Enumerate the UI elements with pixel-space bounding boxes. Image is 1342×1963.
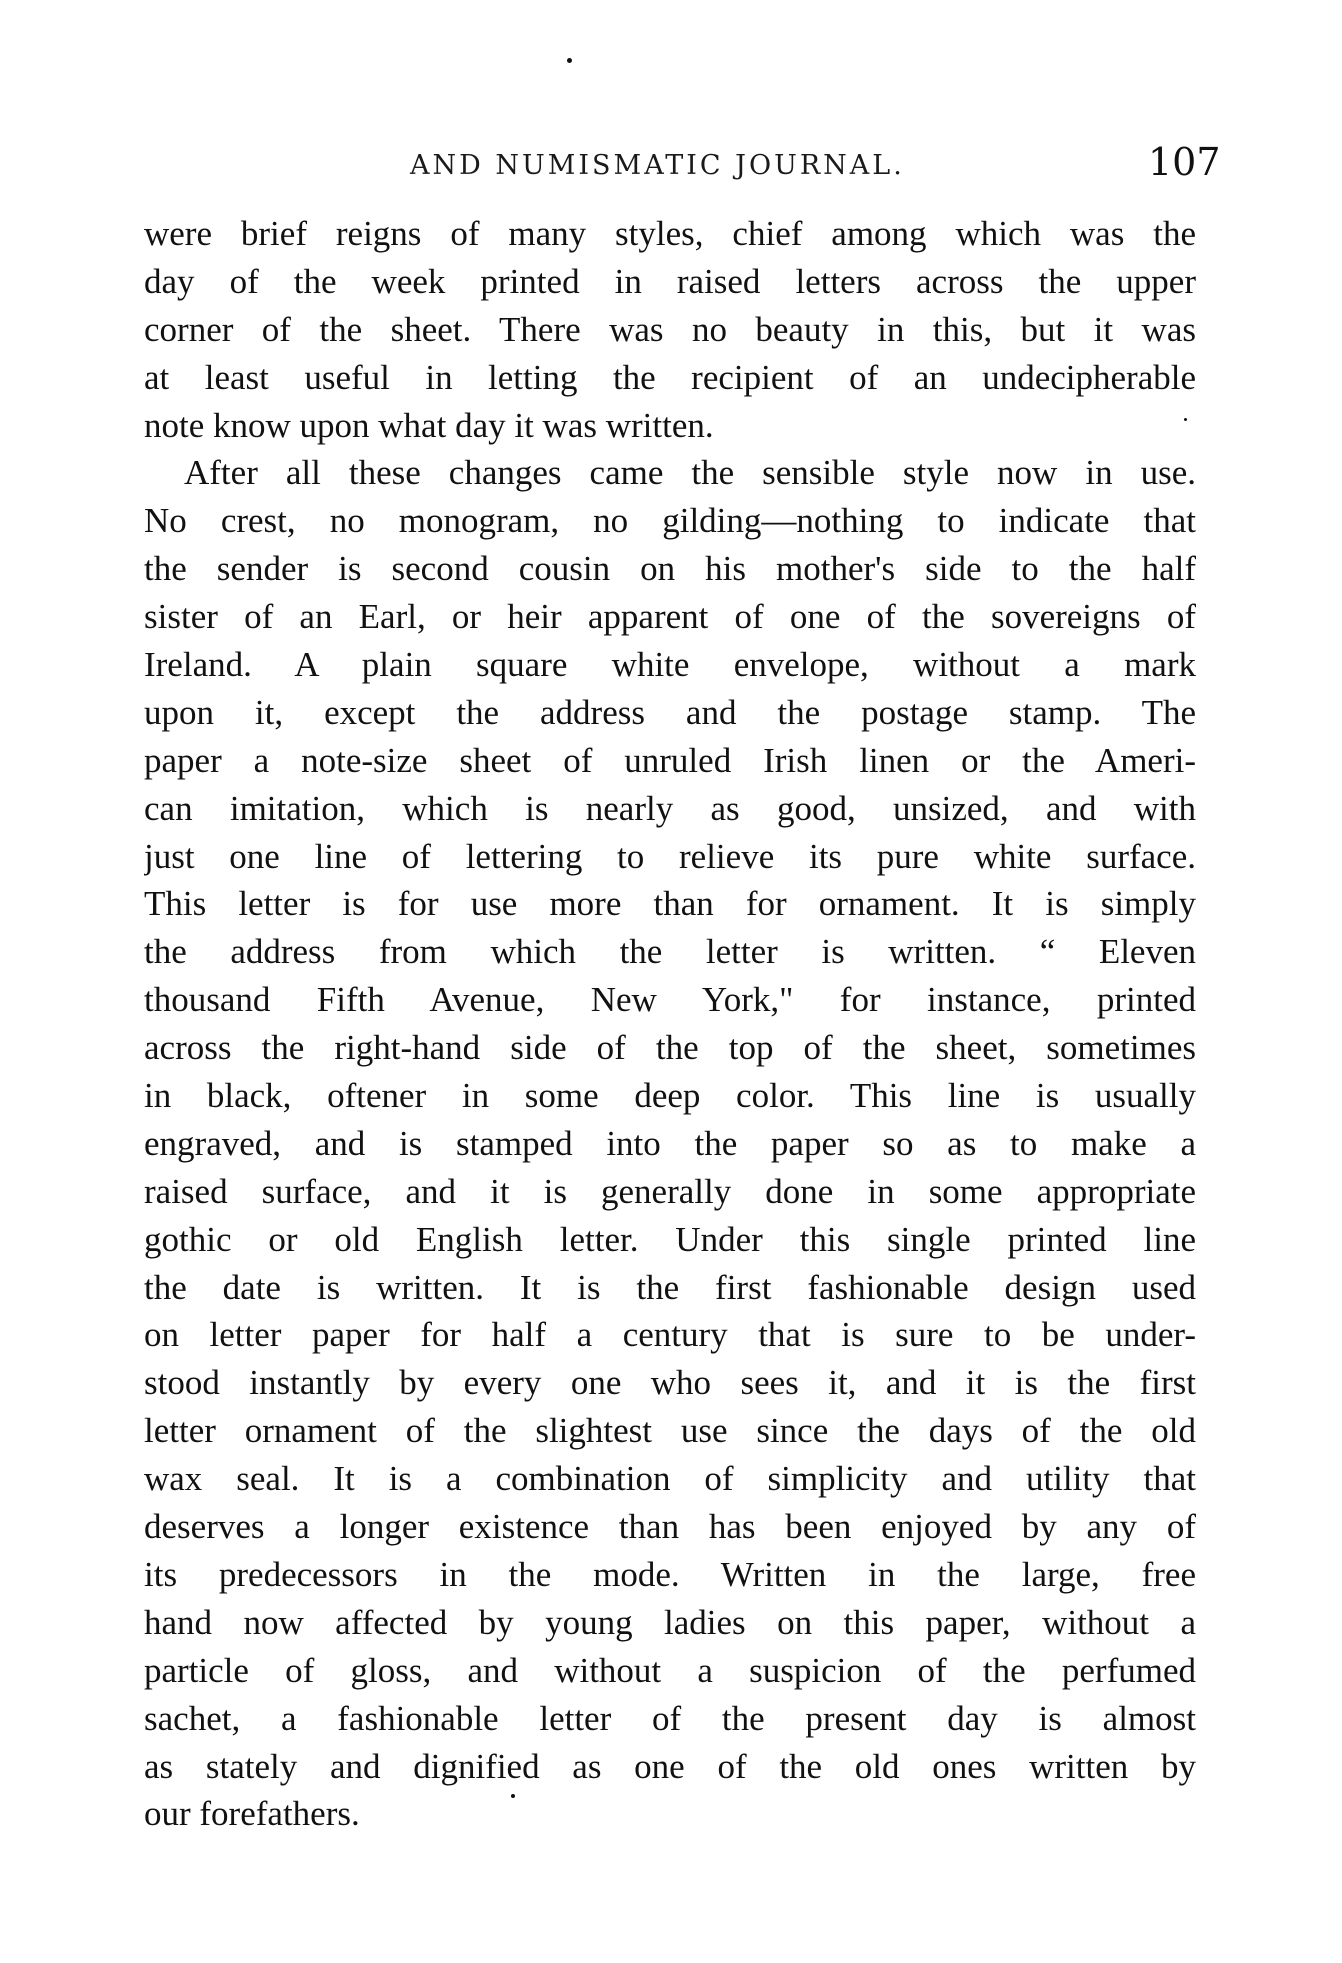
text-line: our forefathers. — [144, 1794, 360, 1834]
text-line: its predecessors in the mode. Written in the large, free — [144, 1554, 1196, 1594]
text-line: across the right-hand side of the top of the sheet, sometimes — [144, 1028, 1196, 1068]
text-line: thousand Fifth Avenue, New York," for instance, printed — [144, 980, 1196, 1020]
text-line: paper a note-size sheet of unruled Irish linen or the Ameri- — [144, 740, 1196, 780]
text-line: hand now affected by young ladies on this paper, without a — [144, 1602, 1196, 1642]
text-line: just one line of lettering to relieve its pure white surface. — [144, 836, 1196, 876]
text-line: in black, oftener in some deep color. This line is usually — [144, 1076, 1196, 1116]
text-line: the date is written. It is the first fashionable design used — [144, 1267, 1196, 1307]
text-line: This letter is for use more than for ornament. It is simply — [144, 884, 1196, 924]
text-line: can imitation, which is nearly as good, unsized, and with — [144, 788, 1196, 828]
text-line: letter ornament of the slightest use since the days of the old — [144, 1411, 1196, 1451]
text-line: note know upon what day it was written. — [144, 405, 714, 445]
text-line: engraved, and is stamped into the paper so as to make a — [144, 1123, 1196, 1163]
text-line: the sender is second cousin on his mother's side to the half — [144, 549, 1196, 589]
text-line: upon it, except the address and the postage stamp. The — [144, 692, 1196, 732]
running-head: AND NUMISMATIC JOURNAL. — [410, 150, 905, 181]
text-line: at least useful in letting the recipient of an undecipherable — [144, 357, 1196, 397]
text-line: on letter paper for half a century that is sure to be under- — [144, 1315, 1196, 1355]
text-line: Ireland. A plain square white envelope, without a mark — [144, 645, 1196, 685]
text-line: corner of the sheet. There was no beauty in this, but it was — [144, 309, 1196, 349]
text-line: sister of an Earl, or heir apparent of one of the sovereigns of — [144, 597, 1196, 637]
ink-speck-bottom — [511, 1794, 515, 1798]
text-line: sachet, a fashionable letter of the present day is almost — [144, 1698, 1196, 1738]
text-line: deserves a longer existence than has been enjoyed by any of — [144, 1507, 1196, 1547]
text-line: day of the week printed in raised letters across the upper — [144, 261, 1196, 301]
text-line: were brief reigns of many styles, chief among which was the — [144, 214, 1196, 253]
text-line: particle of gloss, and without a suspicion of the perfumed — [144, 1650, 1196, 1690]
text-line: stood instantly by every one who sees it, and it is the first — [144, 1363, 1196, 1403]
text-line: No crest, no monogram, no gilding—nothing to indicate that — [144, 501, 1196, 541]
text-line: the address from which the letter is written. “ Eleven — [144, 932, 1196, 972]
paragraph-first-line: After all these changes came the sensible style now in use. — [184, 453, 1196, 493]
text-line: as stately and dignified as one of the old ones written by — [144, 1746, 1196, 1786]
ink-speck-top — [567, 58, 572, 63]
text-line: wax seal. It is a combination of simplicity and utility that — [144, 1459, 1196, 1499]
body-text — [144, 210, 1196, 1838]
text-line: gothic or old English letter. Under this single printed line — [144, 1219, 1196, 1259]
text-line: raised surface, and it is generally done in some appropriate — [144, 1171, 1196, 1211]
page-number: 107 — [1148, 140, 1221, 184]
